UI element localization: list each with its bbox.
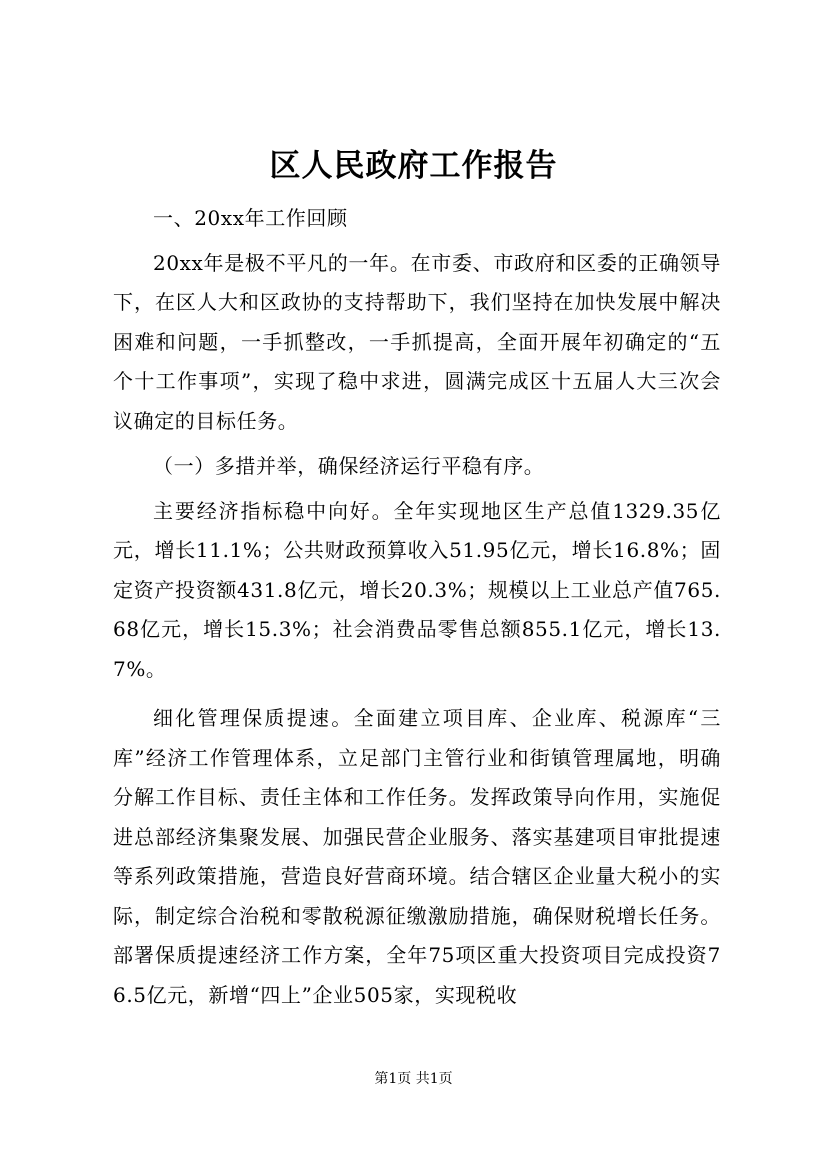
section-heading: 一、20xx年工作回顾 [153,206,348,230]
document-body [113,199,721,1015]
page-footer: 第1页 共1页 [374,1071,453,1087]
sub-heading: （一）多措并举，确保经济运行平稳有序。 [153,454,545,478]
intro-paragraph: 20xx年是极不平凡的一年。在市委、市政府和区委的正确领导下，在区人大和区政协的支持帮助下，我们坚持在加快发展中解决困难和问题，一手抓整改，一手抓提高，全面开展年初确定的“五个十工作事项”，实现了稳中求进，圆满完成区十五届人大三次会议确定的目标任务。 [113,250,721,433]
management-paragraph: 细化管理保质提速。全面建立项目库、企业库、税源库“三库”经济工作管理体系，立足部门主管行业和街镇管理属地，明确分解工作目标、责任主体和工作任务。发挥政策导向作用，实施促进总部经济集聚发展、加强民营企业服务、落实基建项目审批提速等系列政策措施，营造良好营商环境。结合辖区企业量大税小的实际，制定综合治税和零散税源征缴激励措施，确保财税增长任务。部署保质提速经济工作方案，全年75项区重大投资项目完成投资76.5亿元，新增“四上”企业505家，实现税收 [113,706,721,1007]
economy-paragraph: 主要经济指标稳中向好。全年实现地区生产总值1329.35亿元，增长11.1%；公共财政预算收入51.95亿元，增长16.8%；固定资产投资额431.8亿元，增长20.3%；规模以上工业总产值765.68亿元，增长15.3%；社会消费品零售总额855.1亿元，增长13.7%。 [113,498,721,681]
document-title: 区人民政府工作报告 [269,148,558,184]
